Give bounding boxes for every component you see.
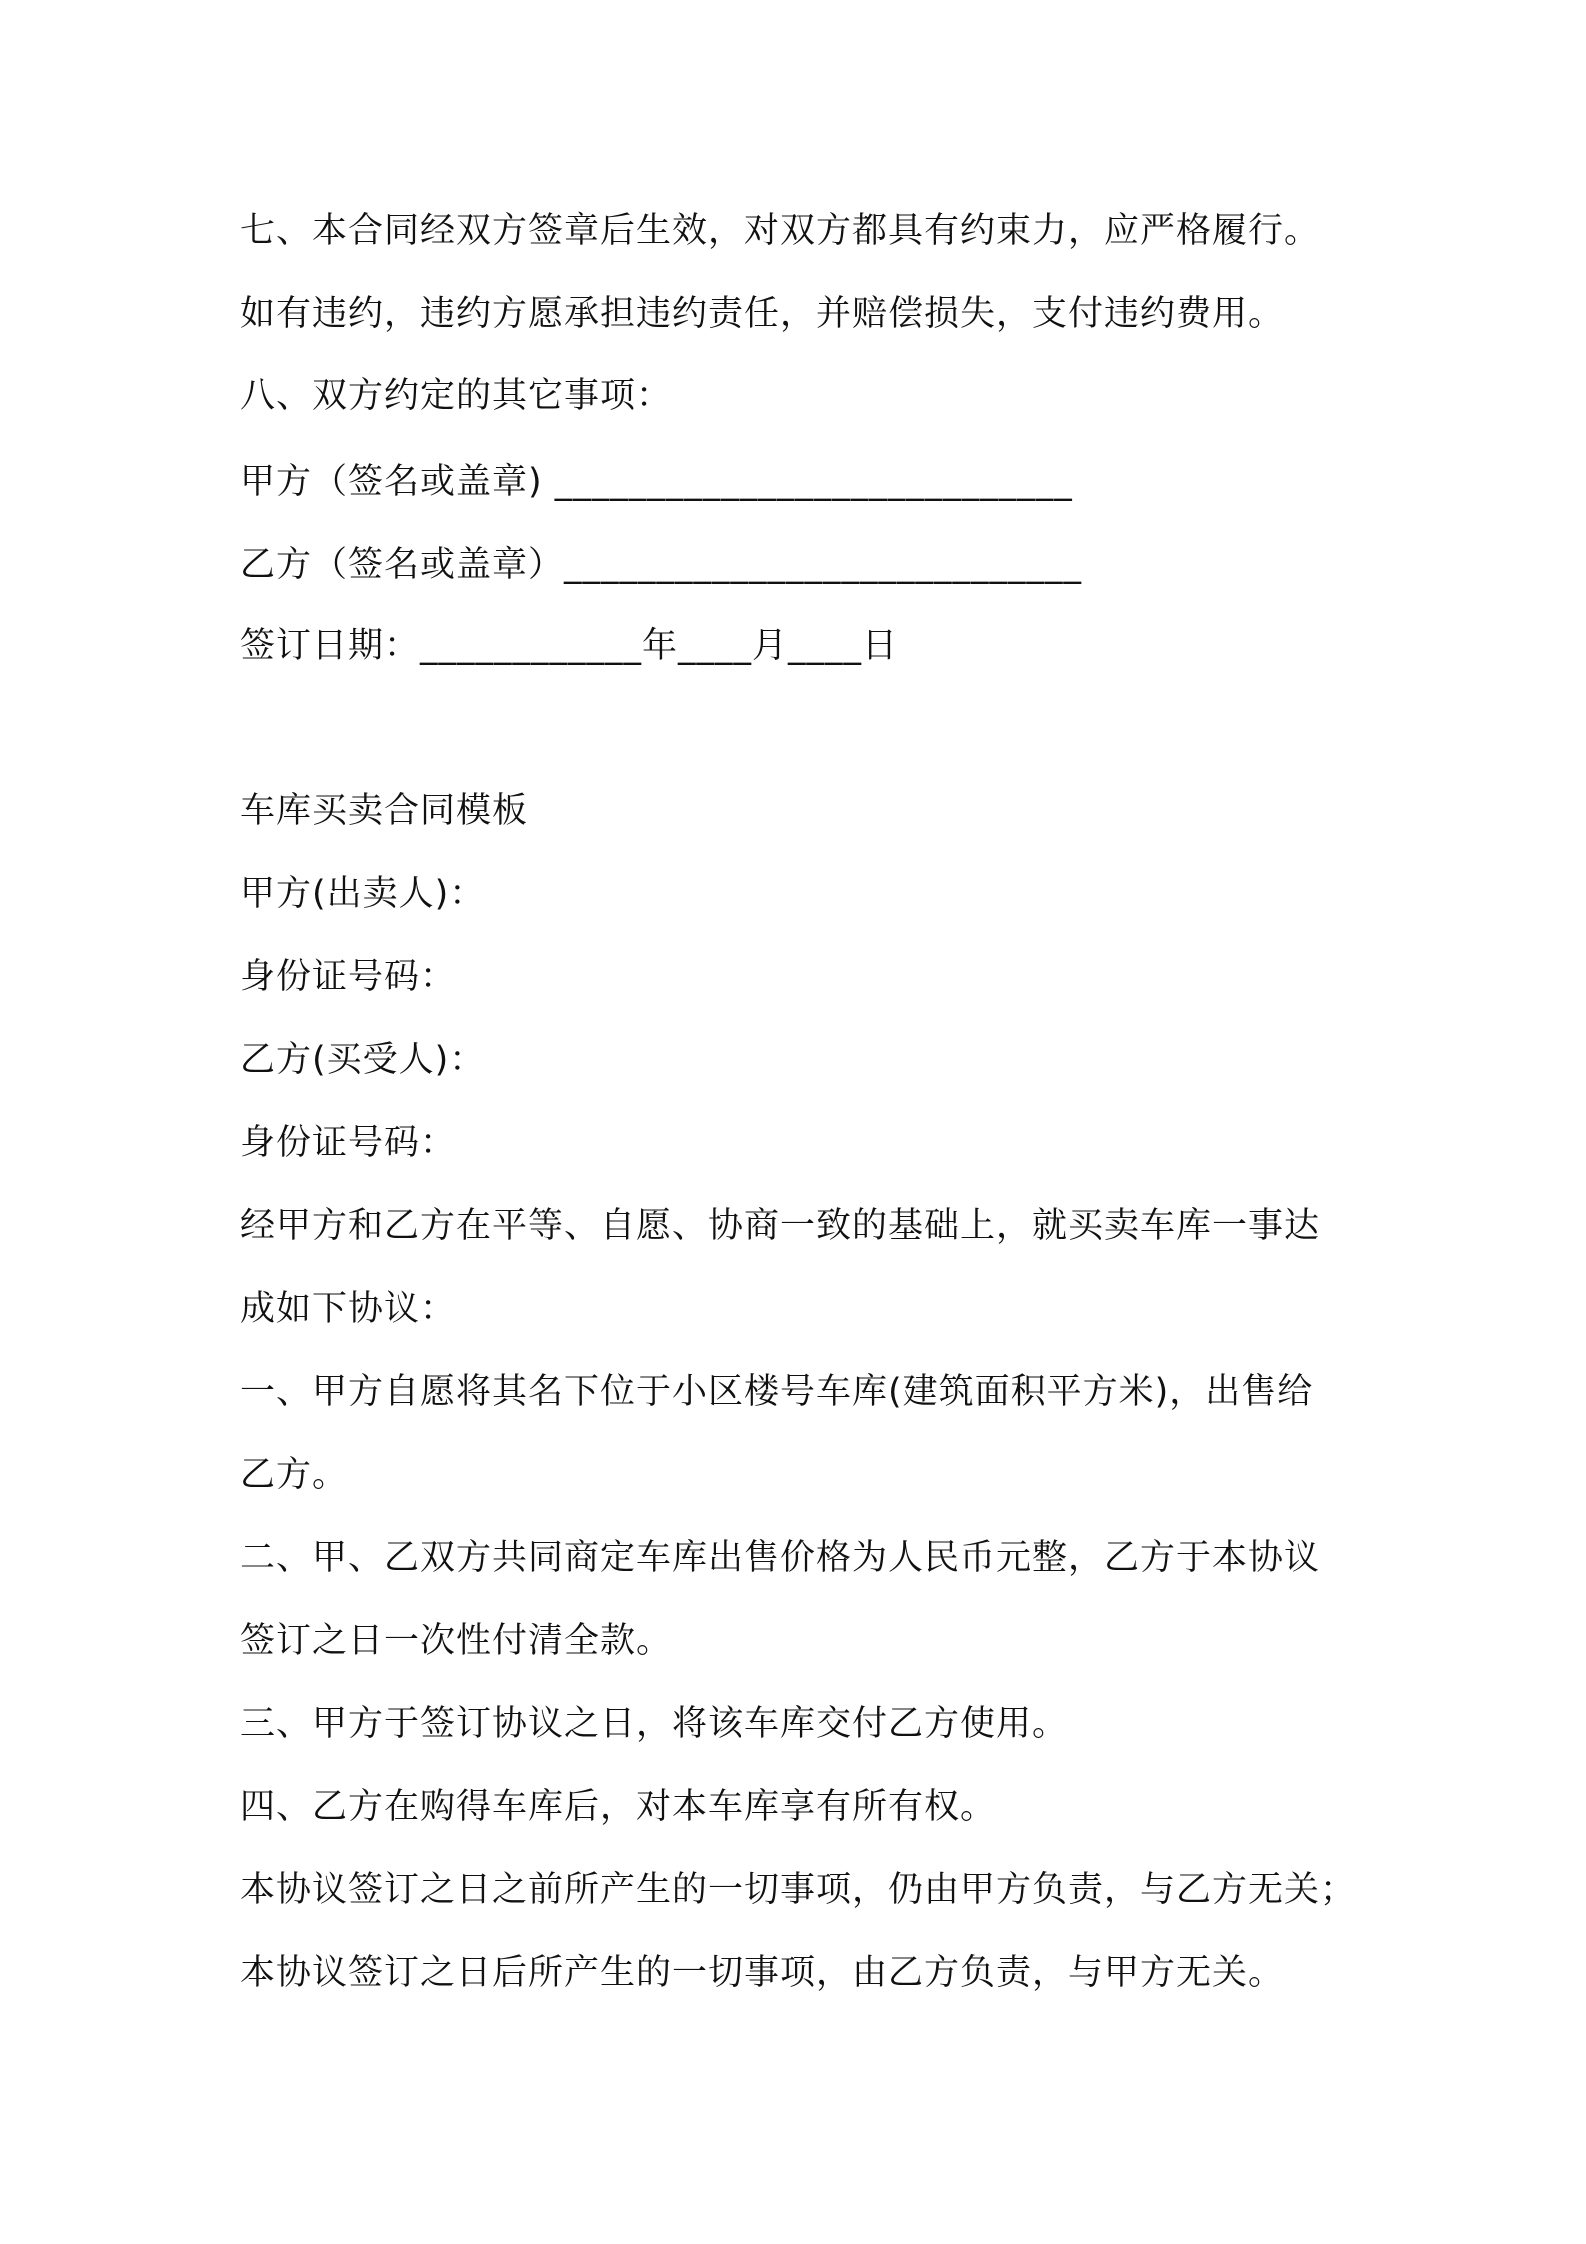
party-a-signature-line: 甲方（签名或盖章) ____________________________ bbox=[240, 462, 1073, 502]
party-b-signature-line: 乙方（签名或盖章）____________________________ bbox=[240, 545, 1083, 585]
party-b-id-label: 身份证号码： bbox=[240, 1123, 457, 1163]
preamble-line-2: 成如下协议： bbox=[240, 1289, 457, 1329]
clause-2-line-2: 签订之日一次性付清全款。 bbox=[240, 1621, 673, 1661]
clause-1-line-2: 乙方。 bbox=[240, 1455, 349, 1495]
liability-after-signing: 本协议签订之日后所产生的一切事项，由乙方负责，与甲方无关。 bbox=[240, 1953, 1285, 1993]
clause-1-line-1: 一、甲方自愿将其名下位于小区楼号车库(建筑面积平方米)，出售给 bbox=[240, 1372, 1314, 1412]
party-b-buyer-label: 乙方(买受人)： bbox=[240, 1040, 486, 1080]
clause-7-line-1: 七、本合同经双方签章后生效，对双方都具有约束力，应严格履行。 bbox=[240, 211, 1321, 251]
clause-7-line-2: 如有违约，违约方愿承担违约责任，并赔偿损失，支付违约费用。 bbox=[240, 294, 1285, 334]
party-a-id-label: 身份证号码： bbox=[240, 957, 457, 997]
clause-2-line-1: 二、甲、乙双方共同商定车库出售价格为人民币元整，乙方于本协议 bbox=[240, 1538, 1321, 1578]
contract-title: 车库买卖合同模板 bbox=[240, 791, 529, 831]
party-a-seller-label: 甲方(出卖人)： bbox=[240, 874, 486, 914]
signing-date-line: 签订日期：____________年____月____日 bbox=[240, 626, 899, 666]
liability-before-signing: 本协议签订之日之前所产生的一切事项，仍由甲方负责，与乙方无关； bbox=[240, 1870, 1357, 1910]
clause-4: 四、乙方在购得车库后，对本车库享有所有权。 bbox=[240, 1787, 997, 1827]
clause-3: 三、甲方于签订协议之日，将该车库交付乙方使用。 bbox=[240, 1704, 1069, 1744]
preamble-line-1: 经甲方和乙方在平等、自愿、协商一致的基础上，就买卖车库一事达 bbox=[240, 1206, 1321, 1246]
clause-8-heading: 八、双方约定的其它事项： bbox=[240, 376, 673, 416]
